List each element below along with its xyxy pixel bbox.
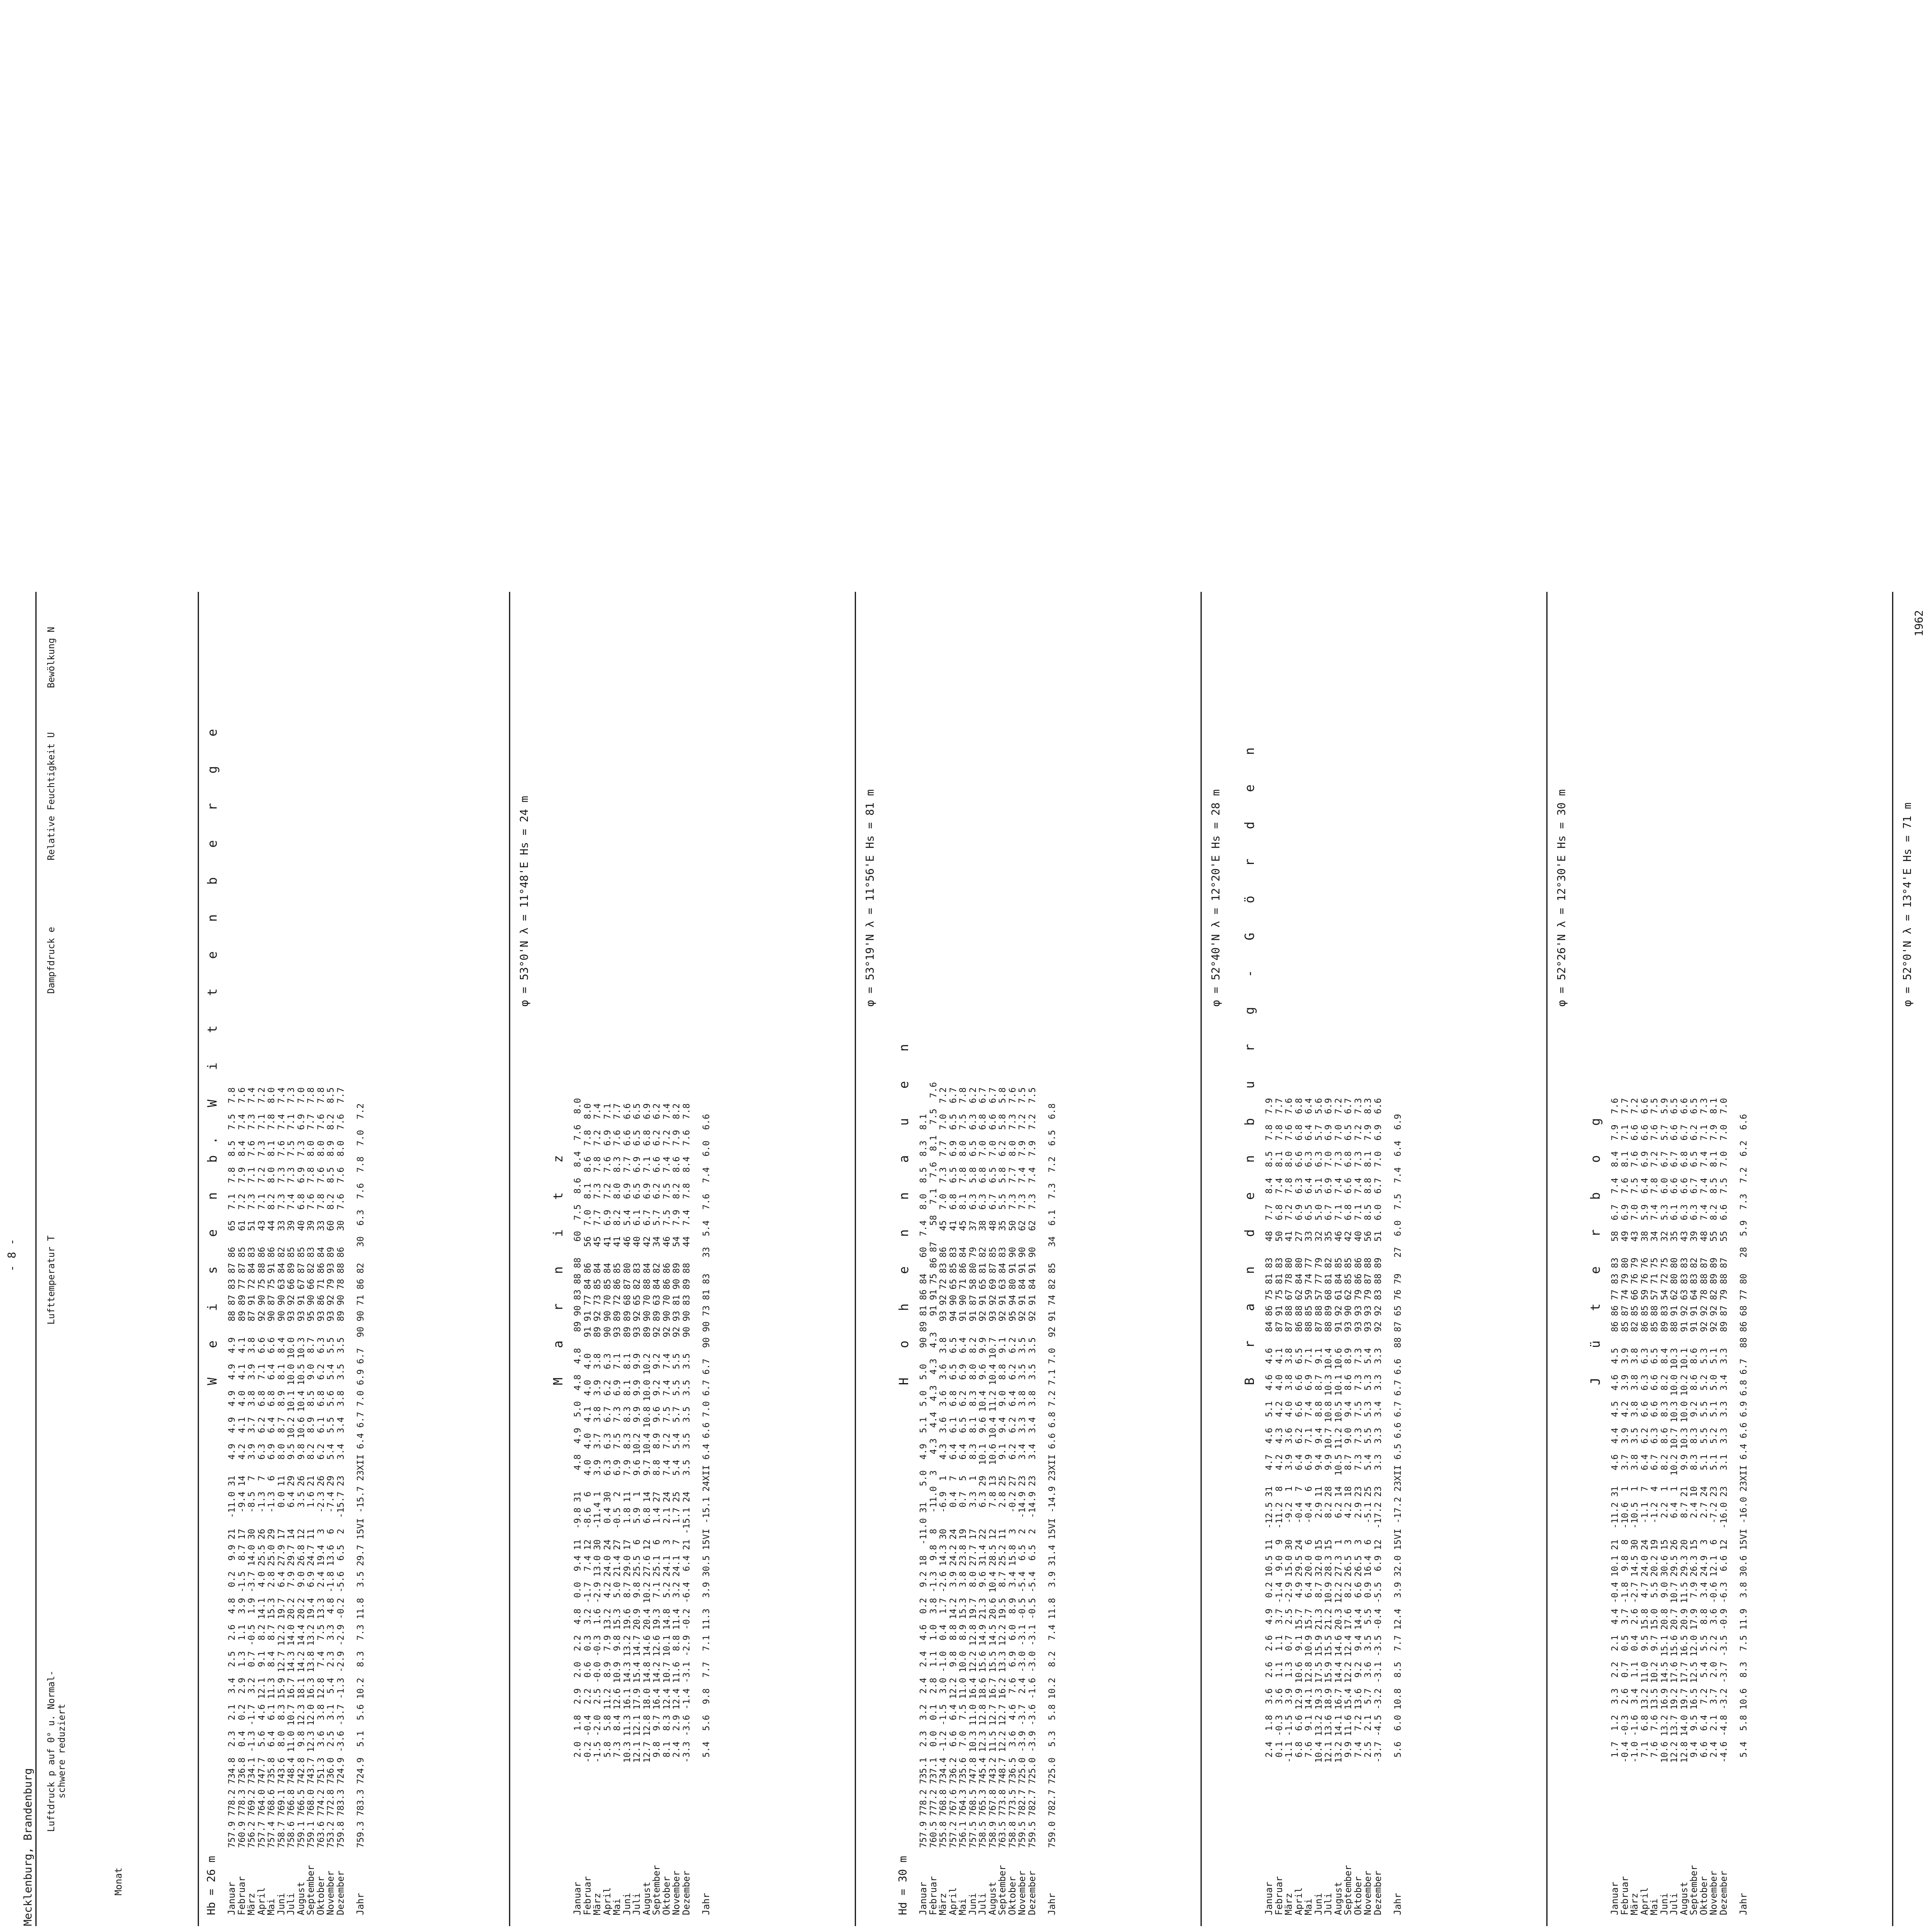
station-rule: [509, 592, 510, 1926]
station-rule: [855, 592, 856, 1926]
header-monat: Monat: [114, 1867, 124, 1896]
month-labels: Januar Februar März April Mai Juni Juli August September Oktober November Dezember Jahr: [1264, 1865, 1403, 1915]
header-vapor: Dampfdruck e: [46, 927, 57, 994]
year: 1962: [1913, 610, 1926, 636]
station-data-rows: 1.7 1.2 3.3 2.2 2.1 4.4 -0.4 10.1 21 -11.2 31 4.6 4.4 4.5 4.6 4.5 86 86 77 83 83 58 6.7 7.4 8.4 7.9 7.6 -0.4 -0.3 2.6 0.7 0.5 3.7 -1.8 9.8 8 -10.6 1 3.7 3.9 4.2 3.9 3.9 85 87 74 79 80 49 6.9 7.6 8.1 7.1 7.7 -1.0 -1.6 3.4 1.1 0.4 2.6 -2.7 14.5 30 -10.5 1 3.8 3.5 3.8 3.8 3.8 82 85 66 76 79 43 7.0 7.5 7.6 6.6 7.2 7.1 6.8 13.2 11.0 9.5 15.8 4.7 24.0 24 -1.1 7 6.4 6.2 6.6 6.3 6.3 86 85 59 76 76 38 5.9 6.4 6.9 6.6 6.6 7.6 7.6 13.5 10.2 9.7 15.0 5.5 20.2 19 -1.2 4 6.7 6.3 6.6 6.6 6.5 85 88 57 71 75 34 7.4 7.8 7.2 7.6 7.5 10.6 13.2 16.9 14.5 15.1 20.8 9.0 30.6 15 2.2 1 8.2 8.6 8.3 8.2 8.4 89 83 54 72 75 32 5.3 6.0 6.7 5.7 5.9 12.2 13.7 19.2 17.6 15.6 20.7 10.7 29.5 26 6.4 1 10.2 10.7 10.3 10.0 10.3 88 91 62 80 80 35 6.1 6.6 6.7 6.6 6.5 12.8 14.0 19.7 17.7 16.5 20.9 11.5 29.3 20 8.7 21 9.9 10.3 10.0 10.2 10.1 91 92 63 83 83 43 6.3 6.6 6.8 6.7 6.6 9.4 9.5 16.5 12.5 12.0 17.9 7.9 26.3 15 2.4 10 8.3 8.3 9.2 8.6 8.6 91 91 64 83 82 39 6.3 6.7 6.5 6.2 6.5 6.6 6.4 7.2 5.4 5.5 8.8 3.4 24.9 3 2.7 24 5.1 5.5 5.5 5.2 5.3 92 92 78 88 87 48 7.4 7.4 7.4 7.1 7.3 2.4 2.1 3.7 2.0 2.2 3.6 -0.6 12.1 6 -7.2 23 5.1 5.2 5.1 5.0 5.1 92 92 82 89 89 55 8.2 8.5 8.1 7.9 8.1 -4.6 -4.8 -3.2 -3.7 -3.5 -0.9 -6.3 6.6 12 -16.0 23 3.1 3.3 3.3 3.4 3.3 89 87 79 88 87 55 6.6 7.5 7.0 7.0 7.0 5.4 5.8 10.6 8.3 7.5 11.9 3.8 30.6 15VI -16.0 23XII 6.4 6.6 6.9 6.8 6.7 88 86 68 77 80 28 5.9 7.3 7.2 6.2 6.6: [1610, 1098, 1749, 1763]
month-labels: Januar Februar März April Mai Juni Juli August September Oktober November Dezember Jahr: [572, 1865, 712, 1915]
station-rule: [1546, 592, 1548, 1926]
station-name: H o h e n n a u e n: [897, 1033, 912, 1385]
station-data-rows: 757.9 778.2 734.8 2.3 2.1 3.4 2.5 2.6 4.8 0.2 9.9 21 -11.0 31 4.9 4.9 4.9 4.9 4.9 88 87 83 87 86 65 7.1 7.8 8.5 7.5 7.8 760.9 778.3 736.8 0.4 0.2 2.9 1.3 1.1 3.9 -1.5 8.7 17 -9.4 14 4.2 4.1 4.0 4.1 4.1 89 89 77 87 85 61 7.2 7.9 8.4 7.4 7.6 756.2 769.2 734.1 -1.3 -1.7 3.2 0.7 -0.5 1.9 -3.7 14.0 30 -8.5 7 3.9 3.7 3.8 3.9 3.8 87 91 72 84 83 51 7.3 7.1 7.6 7.3 7.4 757.7 764.0 747.7 5.6 4.6 12.1 9.1 8.2 14.1 4.0 25.5 26 -1.3 7 6.3 6.2 6.8 7.1 6.6 92 90 75 88 86 43 7.1 7.2 7.3 7.1 7.2 757.4 768.6 735.8 6.4 6.1 11.3 8.4 8.7 15.3 2.8 25.0 29 -1.3 6 6.9 6.4 6.8 6.4 6.6 90 87 75 91 86 44 8.2 8.0 8.1 7.8 8.0 758.7 769.1 743.6 8.0 8.3 15.9 12.7 12.2 19.7 6.4 27.9 17 0.0 11 8.0 8.7 8.9 8.1 8.4 90 90 63 84 82 33 7.3 7.3 7.6 7.4 7.4 758.6 766.8 748.4 11.0 10.7 16.7 14.3 14.0 20.2 7.9 29.7 14 6.4 29 9.5 10.2 10.1 10.0 10.0 93 92 66 89 85 39 7.4 7.3 7.5 7.1 7.3 759.1 766.5 742.8 9.8 12.3 18.1 14.2 14.4 20.2 9.0 26.8 12 3.5 26 9.8 10.6 10.4 10.5 10.3 93 91 67 87 85 40 6.8 6.9 7.3 6.9 7.0 759.1 768.0 743.7 12.3 12.0 16.3 13.8 13.2 19.4 6.9 24.7 11 1.6 21 8.2 8.9 8.5 9.0 8.7 95 90 66 82 83 39 7.6 7.8 8.0 7.7 7.8 763.6 774.2 751.3 3.6 3.8 12.8 7.4 7.5 13.3 2.4 19.4 3 -2.3 26 6.2 6.1 6.8 6.2 6.3 93 86 71 86 84 33 7.8 7.6 8.0 7.6 7.8 753.2 772.8 736.0 2.5 3.1 5.4 2.3 3.3 4.8 -1.8 13.6 6 -7.4 29 5.4 5.5 5.6 5.4 5.5 93 92 79 93 89 60 8.2 8.5 8.9 8.2 8.5 759.8 783.3 724.9 -3.6 -3.7 -1.3 -2.9 -2.9 -0.2 -5.6 6.5 2 -15.7 23 3.4 3.4 3.8 3.5 3.5 89 90 78 88 86 30 7.6 7.6 8.0 7.6 7.7 759.3 783.3 724.9 5.1 5.6 10.2 8.3 7.3 11.8 3.5 29.7 15VI -15.7 23XII 6.4 6.7 7.0 6.9 6.7 90 90 71 86 82 30 6.3 7.6 7.8 7.0 7.2: [227, 1087, 366, 1848]
region-title: Mecklenburg, Brandenburg: [22, 1768, 34, 1926]
station-coordinates: φ = 53°19'N λ = 11°56'E Hs = 81 m: [864, 789, 877, 1007]
header-temperature: Lufttemperatur T: [46, 1235, 57, 1325]
station-data-rows: 2.4 1.8 3.6 2.6 2.6 4.9 0.2 10.5 11 -12.5 31 4.7 4.6 5.1 4.6 4.6 84 86 75 81 83 48 7.7 8.4 8.5 7.8 7.9 0.1 -0.3 3.6 1.1 1.1 3.7 -1.4 9.0 9 -11.2 8 4.2 4.3 4.2 4.0 4.1 87 91 75 81 83 50 6.8 7.4 8.1 7.8 7.7 -1.1 -1.5 3.9 1.3 0.7 2.5 -2.9 15.0 30 -9.2 1 3.9 3.6 4.0 3.8 3.8 87 88 67 78 80 41 7.2 7.8 8.0 7.6 7.6 6.8 6.6 12.9 10.6 9.1 15.7 4.9 29.5 24 -0.4 7 6.4 6.2 6.6 6.6 6.5 86 88 62 84 80 27 6.9 6.3 6.6 6.8 6.8 7.6 9.1 14.1 12.8 10.9 15.7 6.4 20.0 6 -0.4 6 6.9 7.1 7.4 6.9 7.1 88 85 59 74 77 33 6.5 6.4 6.3 6.4 6.4 10.4 13.2 19.3 17.5 15.9 21.3 8.7 32.0 15 2.9 11 9.4 9.4 8.8 8.7 9.1 87 88 57 77 79 32 5.0 5.1 6.3 5.7 5.6 12.1 13.6 18.9 15.9 15.5 21.2 10.9 28.3 15 8.2 28 9.9 10.7 10.8 10.3 10.4 88 89 68 81 82 35 6.7 6.9 7.0 6.9 6.9 13.2 14.1 16.7 14.4 14.6 20.3 12.2 27.3 1 6.2 14 10.5 11.2 10.5 10.1 10.6 91 92 61 84 85 46 7.1 7.4 7.3 7.0 7.2 9.9 11.6 15.4 12.2 12.4 17.6 8.2 26.5 3 4.2 18 8.7 9.0 9.4 8.6 8.9 93 90 62 85 85 42 6.8 6.6 6.8 6.5 6.7 7.4 7.2 13.6 9.2 9.4 14.4 6.6 26.5 3 2.9 23 7.3 7.3 7.5 7.3 7.3 93 93 79 86 86 40 7.1 7.4 7.3 7.2 7.3 2.5 2.1 5.7 3.6 3.5 5.5 0.9 16.4 6 -5.1 25 5.4 5.5 5.3 5.3 5.4 93 93 79 87 88 56 8.5 8.8 8.1 7.9 8.3 -3.7 -4.5 -3.2 -3.1 -3.5 -0.4 -5.5 6.9 12 -17.2 23 3.3 3.3 3.4 3.3 3.3 92 92 83 88 89 51 6.0 6.7 7.0 6.9 6.6 5.6 6.0 10.8 8.5 7.7 12.4 3.9 32.0 15VI -17.2 23XII 6.5 6.6 6.7 6.7 6.6 88 87 65 76 79 27 6.0 7.5 7.4 6.4 6.9: [1264, 1098, 1403, 1763]
station-block: [1585, 588, 1931, 1932]
station-data-rows: 757.9 778.2 735.1 2.3 3.2 2.4 2.4 4.6 0.2 9.2 18 -11.0 31 5.0 4.9 5.1 5.0 5.0 90 89 81 86 84 60 7.4 8.0 8.5 8.3 8.1 760.5 777.2 737.1 0.0 0.1 2.8 1.1 1.0 3.8 -1.3 9.8 8 -11.0 3 4.3 4.4 4.3 4.3 4.3 91 91 75 86 87 58 7.1 7.6 8.1 7.5 7.6 755.8 768.8 734.4 -1.2 -1.5 3.0 -1.0 0.4 1.7 -2.6 14.3 30 -6.9 1 4.3 3.6 3.6 3.6 3.8 93 92 72 83 86 45 7.0 7.3 7.7 7.0 7.2 757.2 767.6 736.2 6.6 6.4 12.2 9.8 8.8 14.2 3.9 24.2 24 0.4 7 6.4 6.1 6.8 6.5 6.5 94 90 65 85 83 41 6.8 6.5 6.9 6.5 6.7 756.1 764.3 735.6 7.0 7.5 11.0 10.0 8.9 15.3 3.8 23.8 19 0.7 5 6.4 6.5 6.2 6.9 6.4 91 90 71 86 84 45 8.1 7.8 8.0 7.5 7.8 757.5 768.5 747.8 10.3 11.0 16.4 12.2 12.8 19.7 8.0 27.7 17 3.3 1 8.3 8.1 8.3 8.0 8.2 91 87 58 80 79 37 6.3 5.8 6.5 6.3 6.2 758.5 765.3 745.4 12.3 12.8 18.6 15.6 14.9 21.3 9.6 31.4 22 6.3 29 10.1 9.6 10.4 9.6 9.9 92 91 65 81 82 38 6.3 6.8 7.0 6.8 6.7 758.9 767.8 743.2 11.5 12.7 16.7 15.5 14.5 20.6 10.4 28.5 12 7.8 13 10.6 10.4 11.2 10.4 10.7 93 92 69 87 85 48 6.7 6.5 7.0 6.6 6.7 763.5 773.8 748.7 12.2 12.7 16.2 13.3 12.2 19.5 8.7 25.2 11 2.8 25 9.1 9.4 9.0 8.8 9.1 92 91 63 84 83 35 5.5 5.8 6.2 5.8 5.8 758.8 773.5 736.5 3.6 4.6 7.6 6.9 6.0 8.9 3.4 15.8 3 -0.2 27 6.2 6.2 6.4 6.2 6.2 95 94 80 91 90 50 7.3 7.7 8.0 7.3 7.6 759.5 782.7 725.0 -3.9 -3.7 2.4 -3.0 -3.1 -0.5 -5.4 6.5 2 -14.9 23 3.4 3.3 3.8 3.5 3.5 92 91 84 91 90 62 7.3 7.4 7.9 7.2 7.5 759.5 782.7 725.0 -3.9 -3.6 -1.6 -3.0 -3.1 -0.5 -5.4 6.5 2 -14.9 23 3.4 3.4 3.8 3.5 3.5 92 91 84 91 90 62 7.3 7.4 7.9 7.2 7.5 759.0 782.7 725.0 5.3 5.8 10.2 8.2 7.4 11.8 3.9 31.4 15VI -14.9 23XII 6.6 6.8 7.2 7.1 7.0 92 91 74 82 85 34 6.1 7.3 7.2 6.5 6.8: [918, 1082, 1057, 1848]
station-name: W e i s e n b. W i t t e n b e r g e: [205, 718, 220, 1385]
station-name: B r a n d e n b u r g - G ö r d e n: [1243, 736, 1257, 1385]
station-block: [1239, 588, 1585, 1932]
station-coordinates: φ = 52°26'N λ = 12°30'E Hs = 30 m: [1556, 789, 1568, 1007]
header-cloud: Bewölkung N: [46, 627, 57, 688]
header-pressure: Luftdruck p auf 0° u. Normal-schwere reduziert: [46, 1670, 67, 1832]
station-block: [893, 588, 1239, 1932]
station-block: [548, 588, 893, 1932]
station-rule: [1201, 592, 1202, 1926]
station-height-barometer: Hb = 26 m: [205, 1856, 218, 1915]
station-coordinates: φ = 53°0'N λ = 11°48'E Hs = 24 m: [518, 796, 531, 1007]
station-block: [202, 588, 548, 1932]
month-labels: Januar Februar März April Mai Juni Juli August September Oktober November Dezember Jahr: [918, 1865, 1057, 1915]
station-rule: [1892, 592, 1893, 1926]
station-height-barometer: Hd = 30 m: [897, 1856, 909, 1915]
month-labels: Januar Februar März April Mai Juni Juli August September Oktober November Dezember Jahr: [1610, 1865, 1749, 1915]
rotated-table-frame: [0, 588, 1932, 1932]
header-humidity: Relative Feuchtigkeit U: [46, 732, 57, 861]
page-number: - 8 -: [6, 1238, 19, 1272]
station-coordinates: φ = 52°0'N λ = 13°4'E Hs = 71 m: [1901, 802, 1914, 1007]
station-name: J ü t e r b o g: [1588, 1107, 1603, 1385]
rule-top: [35, 592, 37, 1926]
rule-header-bottom: [198, 592, 199, 1926]
station-coordinates: φ = 52°40'N λ = 12°20'E Hs = 28 m: [1210, 789, 1222, 1007]
station-name: M a r n i t z: [551, 1144, 566, 1385]
month-labels: Januar Februar März April Mai Juni Juli August September Oktober November Dezember Jahr: [227, 1865, 366, 1915]
station-data-rows: 2.0 1.8 2.9 2.0 2.2 4.8 0.0 9.4 11 -9.8 31 4.8 4.9 5.0 4.8 4.8 89 90 83 88 88 60 7.5 8.6 8.4 7.6 8.0 -0.2 -0.4 2.2 0.6 0.3 3.2 -1.7 7.4 12 -8.6 6 4.0 4.0 4.1 4.0 4.0 91 91 77 84 86 56 7.0 8.1 8.6 7.8 8.0 -1.5 -2.0 2.5 -0.0 -0.3 1.6 -2.9 13.0 30 -11.4 1 3.9 3.7 3.8 3.9 3.8 89 92 73 85 84 45 7.7 7.3 7.8 7.2 7.4 5.8 5.8 11.2 8.9 7.9 13.2 4.2 24.0 24 0.4 30 6.3 6.3 6.7 6.2 6.3 90 90 70 85 84 41 6.9 7.2 7.6 6.9 7.1 7.3 8.4 12.6 10.9 9.8 15.3 5.0 21.4 27 -0.5 2 6.9 7.5 7.3 6.9 7.1 93 89 72 86 85 41 8.2 8.0 8.3 7.6 7.7 10.3 11.3 16.1 14.3 13.2 19.6 8.7 29.0 17 1.8 11 7.9 8.3 8.3 8.1 8.1 89 89 68 87 80 46 5.4 6.9 7.7 6.6 6.6 12.1 12.1 17.9 15.4 14.7 20.9 9.8 25.5 6 5.9 1 9.6 10.2 9.9 9.9 9.9 93 92 65 82 83 40 6.1 6.5 6.9 6.5 6.5 12.7 12.8 18.0 14.8 14.6 20.4 10.2 27.6 12 6.8 14 9.7 10.4 10.8 10.0 10.2 89 90 70 88 84 42 6.7 6.9 7.1 6.8 6.9 9.8 9.7 16.4 14.2 12.6 19.3 7.1 25.1 6 1.4 27 8.8 8.9 9.6 9.2 9.2 92 89 63 84 82 34 5.7 6.2 6.6 6.2 6.2 8.1 8.3 12.4 10.7 10.1 14.8 5.2 24.1 3 2.1 24 7.4 7.2 7.5 7.4 7.4 92 90 70 86 86 46 7.5 7.5 7.4 7.2 7.4 2.4 2.9 12.4 11.6 8.8 11.4 3.2 24.1 7 1.7 25 5.4 5.4 5.7 5.5 5.5 92 93 81 90 89 54 7.9 8.2 8.6 7.9 8.2 -3.3 -3.6 -1.4 -3.1 -2.9 -0.2 -6.4 6.4 21 -15.1 24 3.5 3.5 3.5 3.5 3.5 90 90 83 89 88 44 7.4 7.8 8.4 7.6 7.8 5.4 5.6 9.8 7.7 7.1 11.3 3.9 30.5 15VI -15.1 24XII 6.4 6.6 7.0 6.7 6.7 90 90 73 81 83 33 5.4 7.6 7.4 6.0 6.6: [572, 1098, 711, 1763]
